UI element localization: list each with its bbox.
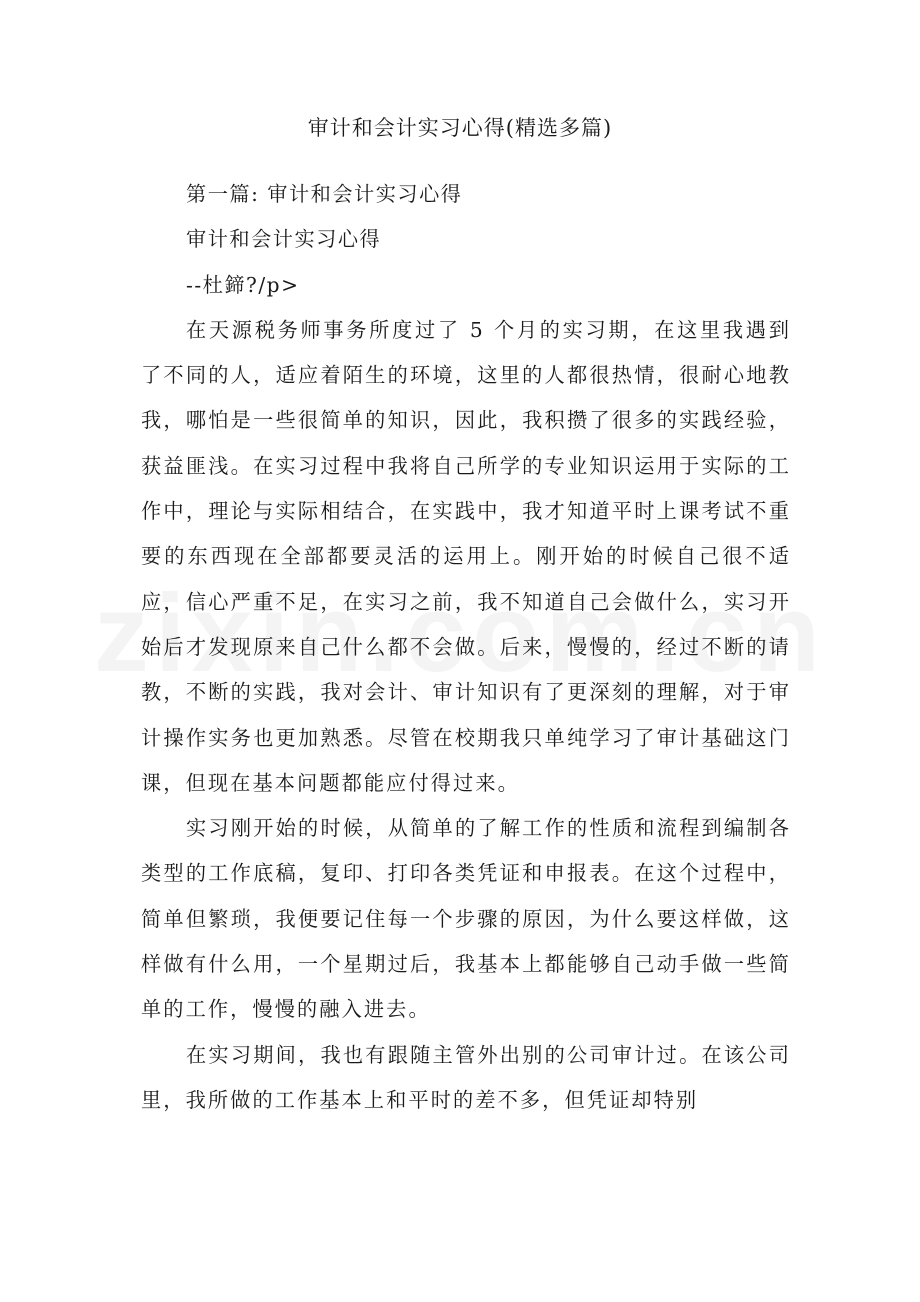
document-title: 审计和会计实习心得(精选多篇) bbox=[307, 116, 613, 140]
author-line: --杜鍗?/p> bbox=[186, 272, 300, 297]
document-body bbox=[141, 172, 791, 1123]
body-paragraph: 在实习期间，我也有跟随主管外出别的公司审计过。在该公司里，我所做的工作基本上和平时的差不多，但凭证却特别 bbox=[141, 1042, 791, 1112]
section-heading: 第一篇: 审计和会计实习心得 bbox=[186, 182, 463, 206]
body-paragraph: 在天源税务师事务所度过了 5 个月的实习期，在这里我遇到了不同的人，适应着陌生的环境，这里的人都很热情，很耐心地教我，哪怕是一些很简单的知识，因此，我积攒了很多的实践经验，获益匪浅。在实习过程中我将自己所学的专业知识运用于实际的工作中，理论与实际相结合，在实践中，我才知道平时上课考试不重要的东西现在全部都要灵活的运用上。刚开始的时候自己很不适应，信心严重不足，在实习之前，我不知道自己会做什么，实习开始后才发现原来自己什么都不会做。后来，慢慢的，经过不断的请教，不断的实践，我对会计、审计知识有了更深刻的理解，对于审计操作实务也更加熟悉。尽管在校期我只单纯学习了审计基础这门课，但现在基本问题都能应付得过来。 bbox=[141, 317, 791, 795]
body-paragraph: 实习刚开始的时候，从简单的了解工作的性质和流程到编制各类型的工作底稿，复印、打印各类凭证和申报表。在这个过程中，简单但繁琐，我便要记住每一个步骤的原因，为什么要这样做，这样做有什么用，一个星期过后，我基本上都能够自己动手做一些简单的工作，慢慢的融入进去。 bbox=[141, 816, 791, 1022]
subtitle: 审计和会计实习心得 bbox=[186, 227, 382, 252]
